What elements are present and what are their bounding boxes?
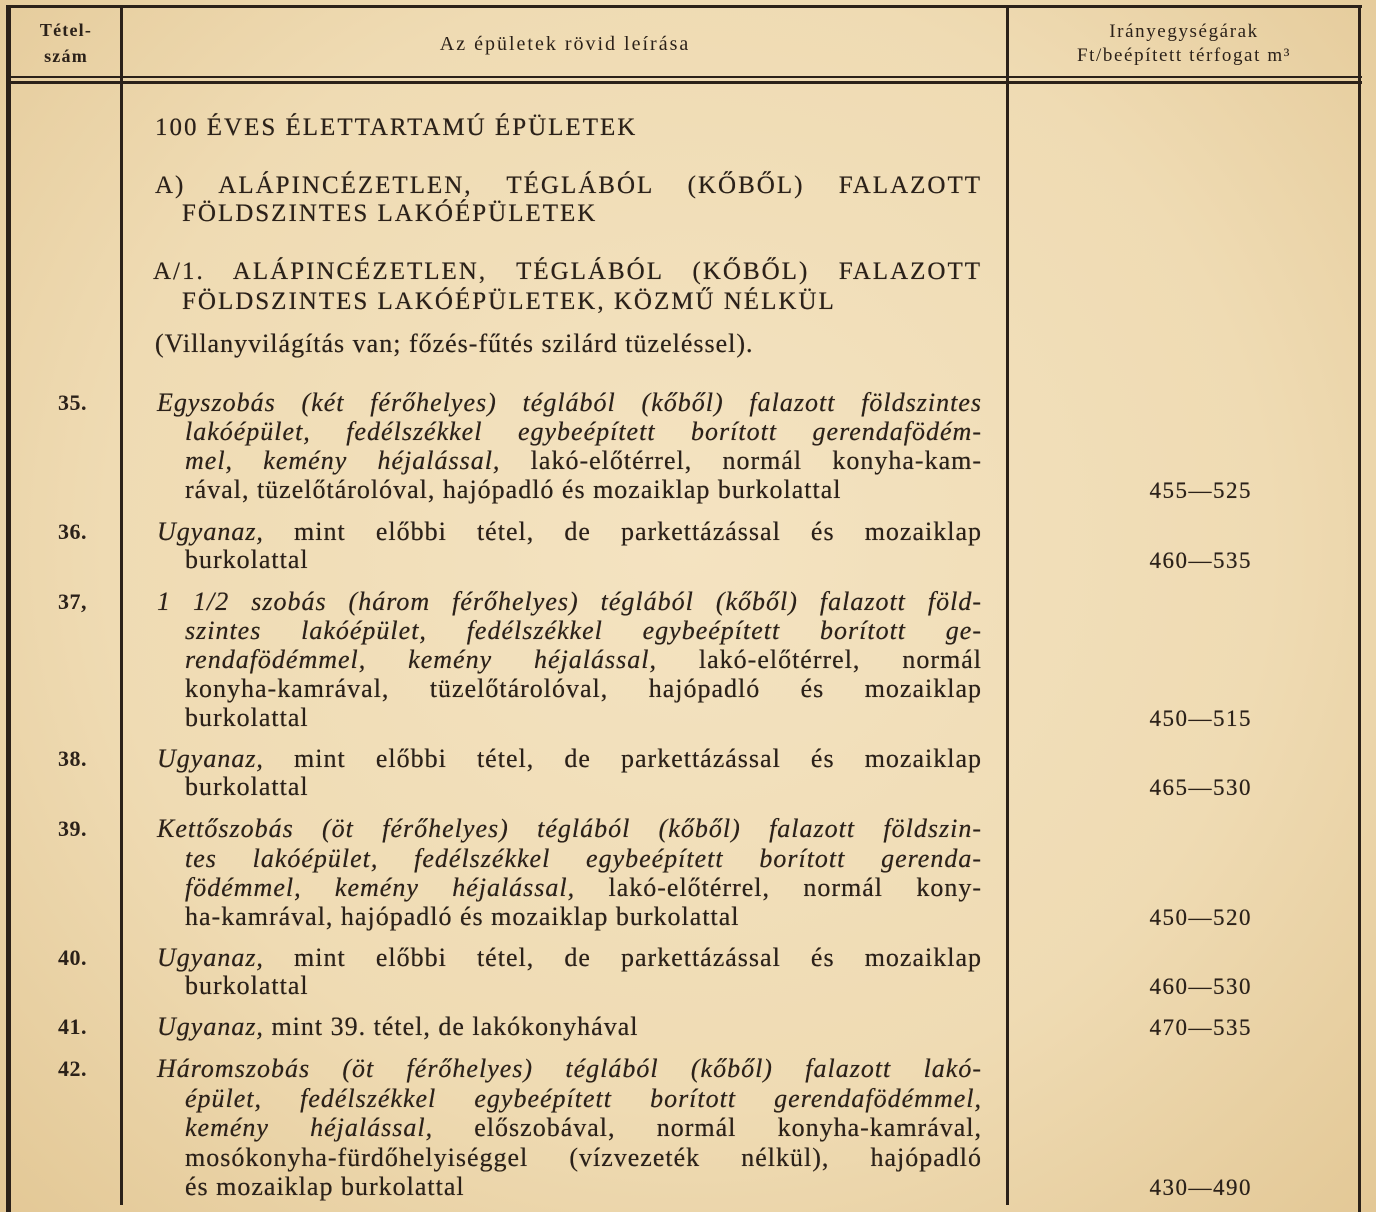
item-description-text: burkolattal	[185, 545, 309, 574]
table-top-rule	[6, 5, 1362, 8]
item-description-line	[157, 1012, 982, 1042]
header-description: Az épületek rövid leírása	[439, 33, 691, 55]
item-number: 37,	[58, 589, 87, 614]
section-heading-line: FÖLDSZINTES LAKÓÉPÜLETEK	[182, 200, 598, 227]
item-description-line	[185, 902, 982, 932]
item-description-text: burkolattal	[185, 971, 309, 1000]
item-description-text: épület, fedélszékkel egybeépített borított gerendafödémmel,	[185, 1084, 982, 1113]
item-number: 36.	[58, 519, 87, 544]
item-description-line	[185, 1172, 982, 1202]
item-description-text: burkolattal	[185, 703, 309, 732]
item-price: 465—530	[1149, 775, 1252, 800]
item-description-line	[157, 388, 982, 418]
item-description-text: födémmel, kemény héjalással,	[185, 873, 576, 902]
item-description-line	[185, 703, 982, 733]
item-number: 41.	[58, 1014, 87, 1039]
item-description-text: lakó-előtérrel, normál kony-	[575, 873, 982, 902]
item-price: 450—520	[1149, 905, 1252, 930]
item-description-text: szintes lakóépület, fedélszékkel egybeépített borított ge-	[185, 616, 982, 645]
item-price: 430—490	[1149, 1175, 1252, 1200]
item-description-line	[185, 446, 982, 476]
item-description-line	[185, 1113, 982, 1143]
item-description-line	[185, 873, 982, 903]
item-price: 450—515	[1149, 706, 1252, 731]
item-description-text: Háromszobás (öt férőhelyes) téglából (kőből) falazott lakó-	[157, 1054, 982, 1083]
item-price: 460—535	[1149, 548, 1252, 573]
item-description-line	[185, 1143, 982, 1173]
header-unit-price-line1: Irányegységárak	[1109, 21, 1259, 42]
item-description-line	[157, 943, 982, 973]
item-description-text: lakóépület, fedélszékkel egybeépített borított gerendafödém-	[185, 417, 982, 446]
item-description-text: konyha-kamrával, tüzelőtárolóval, hajópadló és mozaiklap	[185, 674, 982, 703]
item-description-line	[185, 616, 982, 646]
item-description-line	[185, 545, 982, 575]
item-description-line	[185, 674, 982, 704]
item-description-text: Ugyanaz,	[157, 744, 264, 773]
item-number: 42.	[58, 1056, 87, 1081]
item-description-line	[185, 772, 982, 802]
item-description-text: mint előbbi tétel, de parkettázással és mozaiklap	[263, 744, 982, 773]
item-price: 460—530	[1149, 974, 1252, 999]
item-description-text: rával, tüzelőtárolóval, hajópadló és mozaiklap burkolattal	[185, 475, 842, 504]
item-description-line	[157, 1054, 982, 1084]
item-number: 38.	[58, 746, 87, 771]
item-description-text: mosókonyha-fürdőhelyiséggel (vízvezeték nélkül), hajópadló	[185, 1143, 982, 1172]
item-description-line	[157, 517, 982, 547]
item-description-line	[185, 1084, 982, 1114]
header-item-number-line1: Tétel-	[39, 20, 93, 40]
item-description-text: mint 39. tétel, de lakókonyhával	[263, 1012, 639, 1041]
item-description-text: rendafödémmel, kemény héjalással,	[185, 645, 657, 674]
table-left-border	[6, 5, 11, 1212]
item-description-text: lakó-előtérrel, normál konyha-kam-	[500, 446, 982, 475]
section-heading-line: A/1. ALÁPINCÉZETLEN, TÉGLÁBÓL (KŐBŐL) FALAZOTT	[153, 258, 982, 285]
item-description-text: kemény héjalással,	[185, 1113, 434, 1142]
item-number: 40.	[58, 945, 87, 970]
item-price: 455—525	[1149, 478, 1252, 503]
header-bottom-rule-double	[6, 81, 1362, 84]
item-description-line	[185, 645, 982, 675]
item-description-text: előszobával, normál konyha-kamrával,	[433, 1113, 982, 1142]
item-description-text: lakó-előtérrel, normál	[656, 645, 982, 674]
item-description-text: ha-kamrával, hajópadló és mozaiklap burkolattal	[185, 902, 740, 931]
item-description-text: Ugyanaz,	[157, 1012, 264, 1041]
item-description-text: mel, kemény héjalással,	[185, 446, 501, 475]
item-description-text: mint előbbi tétel, de parkettázással és mozaiklap	[263, 517, 982, 546]
header-item-number	[12, 17, 120, 69]
item-description-line	[185, 417, 982, 447]
item-price: 470—535	[1149, 1015, 1252, 1040]
item-description-text: 1 1/2 szobás (három férőhelyes) téglából (kőből) falazott föld-	[157, 587, 982, 616]
item-description-text: mint előbbi tétel, de parkettázással és mozaiklap	[263, 943, 982, 972]
item-description-line	[157, 744, 982, 774]
item-description-text: Kettőszobás (öt férőhelyes) téglából (kőből) falazott földszin-	[157, 814, 982, 843]
section-heading-line: (Villanyvilágítás van; főzés-fűtés szilárd tüzeléssel).	[155, 329, 754, 358]
section-heading-line: 100 ÉVES ÉLETTARTAMÚ ÉPÜLETEK	[155, 114, 638, 141]
column-divider-price	[1006, 5, 1009, 1205]
item-number: 35.	[58, 390, 87, 415]
header-unit-price	[1010, 20, 1358, 68]
item-description-line	[185, 971, 982, 1001]
item-description-text: Ugyanaz,	[157, 943, 264, 972]
item-description-line	[157, 587, 982, 617]
item-description-text: burkolattal	[185, 772, 309, 801]
table-right-border	[1358, 5, 1361, 1212]
header-unit-price-line2: Ft/beépített térfogat m³	[1077, 45, 1291, 66]
header-bottom-rule	[6, 76, 1362, 78]
item-description-text: és mozaiklap burkolattal	[185, 1172, 465, 1201]
column-divider-number	[120, 5, 123, 1205]
item-description-line	[157, 814, 982, 844]
item-description-line	[185, 475, 982, 505]
header-item-number-line2: szám	[44, 46, 88, 66]
item-description-line	[185, 844, 982, 874]
section-heading-line: A) ALÁPINCÉZETLEN, TÉGLÁBÓL (KŐBŐL) FALAZOTT	[155, 172, 982, 199]
item-description-text: Egyszobás (két férőhelyes) téglából (kőből) falazott földszintes	[157, 388, 982, 417]
section-heading-line: FÖLDSZINTES LAKÓÉPÜLETEK, KÖZMŰ NÉLKÜL	[182, 288, 836, 315]
item-number: 39.	[58, 816, 87, 841]
item-description-text: Ugyanaz,	[157, 517, 264, 546]
item-description-text: tes lakóépület, fedélszékkel egybeépített borított gerenda-	[185, 844, 982, 873]
